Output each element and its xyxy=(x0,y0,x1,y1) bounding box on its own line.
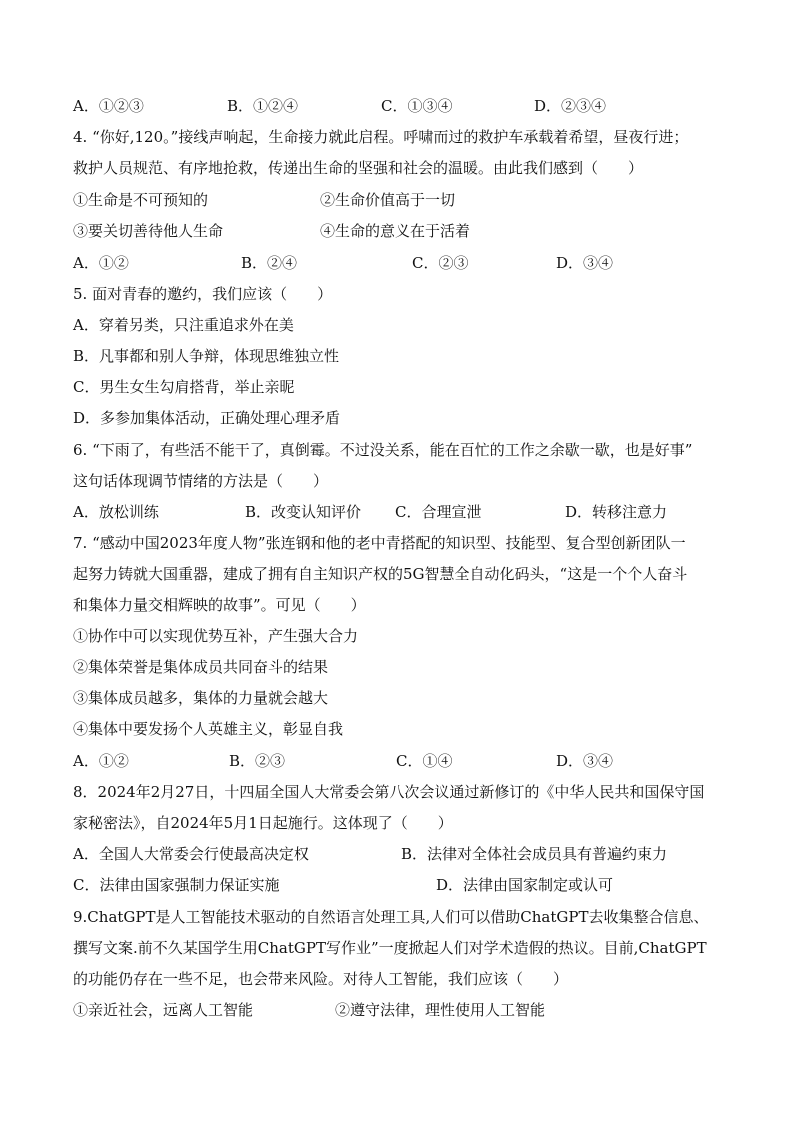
q7-item-2: ②集体荣誉是集体成员共同奋斗的结果 xyxy=(73,658,329,676)
q5-option-d[interactable]: D．多参加集体活动，正确处理心理矛盾 xyxy=(73,409,341,427)
q5-option-a[interactable]: A．穿着另类，只注重追求外在美 xyxy=(73,316,294,334)
q8-option-a[interactable]: A．全国人大常委会行使最高决定权 xyxy=(73,845,309,863)
q8-stem-line-1: 8．2024年2月27日，十四届全国人大常委会第八次会议通过新修订的《中华人民共和国保守国 xyxy=(73,783,705,801)
q7-item-3: ③集体成员越多，集体的力量就会越大 xyxy=(73,689,329,707)
q9-item-2: ②遵守法律，理性使用人工智能 xyxy=(335,1001,546,1019)
q8-option-c[interactable]: C．法律由国家强制力保证实施 xyxy=(73,876,280,894)
q6-option-a[interactable]: A．放松训练 xyxy=(73,503,159,521)
q9-stem-line-1: 9.ChatGPT是人工智能技术驱动的自然语言处理工具,人们可以借助ChatGPT去收集整合信息、 xyxy=(73,908,709,926)
q7-option-c[interactable]: C．①④ xyxy=(396,752,453,770)
q5-stem: 5. 面对青春的邀约，我们应该（ ） xyxy=(73,285,333,303)
q4-option-a[interactable]: A．①② xyxy=(73,254,129,272)
q7-item-1: ①协作中可以实现优势互补，产生强大合力 xyxy=(73,627,359,645)
q7-option-d[interactable]: D．③④ xyxy=(556,752,614,770)
q4-item-3: ③要关切善待他人生命 xyxy=(73,222,224,240)
q9-stem-line-2: 撰写文案.前不久某国学生用ChatGPT写作业”一度掀起人们对学术造假的热议。目前,ChatGPT xyxy=(73,939,707,957)
q3-option-c[interactable]: C．①③④ xyxy=(381,97,453,115)
q5-option-b[interactable]: B．凡事都和别人争辩，体现思维独立性 xyxy=(73,347,340,365)
q8-stem-line-2: 家秘密法》，自2024年5月1日起施行。这体现了（ ） xyxy=(73,814,453,832)
q4-item-2: ②生命价值高于一切 xyxy=(320,191,456,209)
q6-option-b[interactable]: B．改变认知评价 xyxy=(245,503,362,521)
q6-option-d[interactable]: D．转移注意力 xyxy=(565,503,668,521)
q6-option-c[interactable]: C．合理宣泄 xyxy=(395,503,482,521)
q7-item-4: ④集体中要发扬个人英雄主义，彰显自我 xyxy=(73,720,344,738)
q4-item-4: ④生命的意义在于活着 xyxy=(320,222,471,240)
q6-stem-line-1: 6. “下雨了，有些活不能干了，真倒霉。不过没关系，能在百忙的工作之余歇一歇，也是好事” xyxy=(73,441,693,459)
q6-stem-line-2: 这句话体现调节情绪的方法是（ ） xyxy=(73,472,329,490)
q4-option-b[interactable]: B．②④ xyxy=(241,254,298,272)
q3-option-a[interactable]: A．①②③ xyxy=(73,97,144,115)
q3-option-d[interactable]: D．②③④ xyxy=(534,97,607,115)
q8-option-d[interactable]: D．法律由国家制定或认可 xyxy=(436,876,614,894)
q9-stem-line-3: 的功能仍存在一些不足，也会带来风险。对待人工智能，我们应该（ ） xyxy=(73,970,569,988)
q7-stem-line-2: 起努力铸就大国重器，建成了拥有自主知识产权的5G智慧全自动化码头，“这是一个个人奋斗 xyxy=(73,565,688,583)
q5-option-c[interactable]: C．男生女生勾肩搭背，举止亲昵 xyxy=(73,378,295,396)
q3-option-b[interactable]: B．①②④ xyxy=(227,97,299,115)
q4-option-d[interactable]: D．③④ xyxy=(556,254,614,272)
q8-option-b[interactable]: B．法律对全体社会成员具有普遍约束力 xyxy=(401,845,668,863)
q4-option-c[interactable]: C．②③ xyxy=(412,254,469,272)
q4-stem-line-2: 救护人员规范、有序地抢救，传递出生命的坚强和社会的温暖。由此我们感到（ ） xyxy=(73,159,644,177)
q7-stem-line-3: 和集体力量交相辉映的故事”。可见（ ） xyxy=(73,596,366,614)
q4-stem-line-1: 4. “你好,120。”接线声响起，生命接力就此启程。呼啸而过的救护车承载着希望，昼夜行进； xyxy=(73,128,689,146)
q9-item-1: ①亲近社会，远离人工智能 xyxy=(73,1001,254,1019)
q4-item-1: ①生命是不可预知的 xyxy=(73,191,209,209)
q7-option-b[interactable]: B．②③ xyxy=(229,752,286,770)
q7-option-a[interactable]: A．①② xyxy=(73,752,129,770)
q7-stem-line-1: 7. “感动中国2023年度人物”张连钢和他的老中青搭配的知识型、技能型、复合型创新团队一 xyxy=(73,534,686,552)
